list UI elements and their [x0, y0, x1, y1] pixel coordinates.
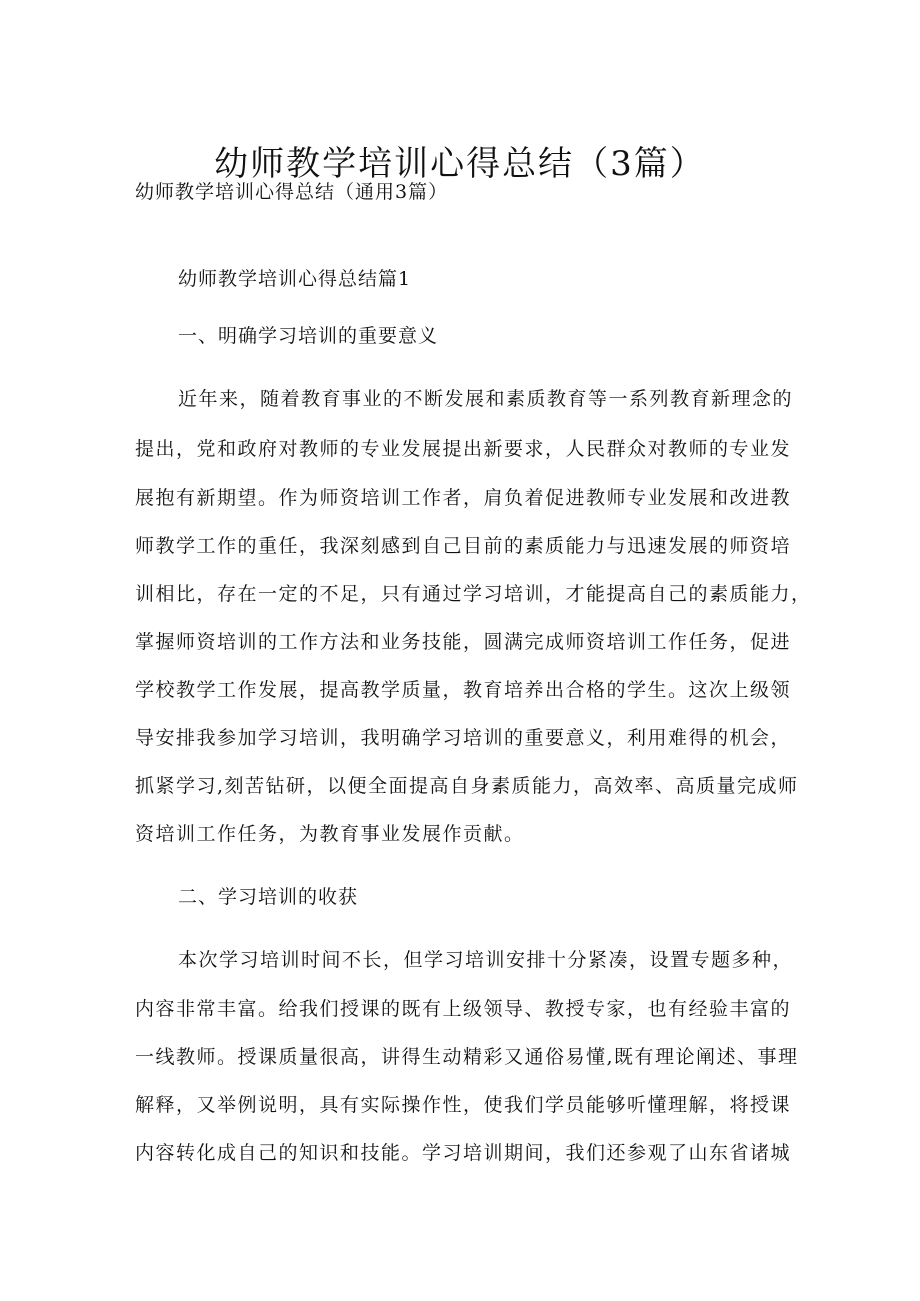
paragraph-1-line: 提出，党和政府对教师的专业发展提出新要求，人民群众对教师的专业发 — [135, 438, 792, 460]
paragraph-1-line: 学校教学工作发展，提高教学质量，教育培养出合格的学生。这次上级领 — [135, 679, 792, 701]
paragraph-1-line: 师教学工作的重任，我深刻感到自己目前的素质能力与迅速发展的师资培 — [135, 535, 792, 557]
paragraph-1-line: 近年来，随着教育事业的不断发展和素质教育等一系列教育新理念的 — [178, 388, 794, 410]
section-title: 幼师教学培训心得总结篇1 — [178, 268, 412, 290]
paragraph-2-line: 内容转化成自己的知识和技能。学习培训期间，我们还参观了山东省诸城 — [135, 1142, 792, 1164]
paragraph-1-line: 资培训工作任务，为教育事业发展作贡献。 — [135, 823, 525, 845]
paragraph-2-line: 内容非常丰富。给我们授课的既有上级领导、教授专家，也有经验丰富的 — [135, 998, 792, 1020]
paragraph-2-line: 一线教师。授课质量很高，讲得生动精彩又通俗易懂,既有理论阐述、事理 — [135, 1046, 799, 1068]
paragraph-2-line: 本次学习培训时间不长，但学习培训安排十分紧凑，设置专题多种， — [178, 949, 794, 971]
paragraph-1-line: 导安排我参加学习培训，我明确学习培训的重要意义，利用难得的机会， — [135, 727, 792, 749]
heading-1: 一、明确学习培训的重要意义 — [178, 325, 439, 347]
paragraph-1-line: 展抱有新期望。作为师资培训工作者，肩负着促进教师专业发展和改进教 — [135, 487, 792, 509]
paragraph-1-line: 抓紧学习,刻苦钻研，以便全面提高自身素质能力，高效率、高质量完成师 — [135, 775, 799, 797]
heading-2: 二、学习培训的收获 — [178, 886, 359, 908]
paragraph-1-line: 掌握师资培训的工作方法和业务技能，圆满完成师资培训工作任务，促进 — [135, 631, 792, 653]
subtitle: 幼师教学培训心得总结（通用3篇） — [135, 181, 449, 203]
paragraph-1-line: 训相比，存在一定的不足，只有通过学习培训，才能提高自己的素质能力， — [135, 583, 812, 605]
page-title: 幼师教学培训心得总结（3篇） — [214, 144, 706, 184]
paragraph-2-line: 解释，又举例说明，具有实际操作性，使我们学员能够听懂理解，将授课 — [135, 1094, 792, 1116]
